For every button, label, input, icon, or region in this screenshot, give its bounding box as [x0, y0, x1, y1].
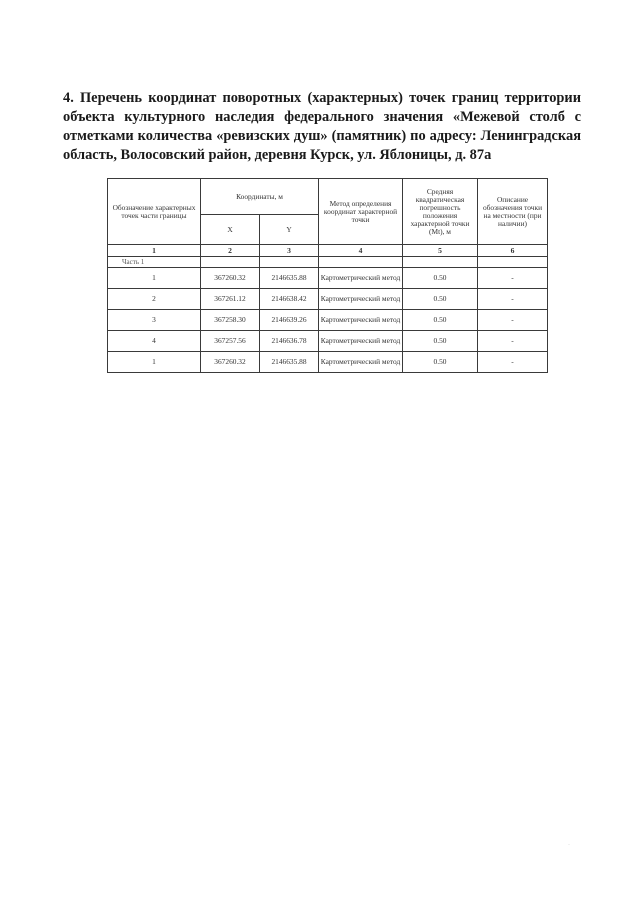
point-cell: 3 — [108, 310, 201, 331]
x-cell: 367260.32 — [201, 268, 260, 289]
column-number: 2 — [201, 245, 260, 257]
y-cell: 2146635.88 — [260, 268, 319, 289]
y-cell: 2146636.78 — [260, 331, 319, 352]
column-number-row — [108, 245, 548, 257]
y-cell: 2146639.26 — [260, 310, 319, 331]
error-cell: 0.50 — [403, 310, 478, 331]
description-cell: - — [478, 331, 548, 352]
table-row — [108, 310, 548, 331]
description-cell: - — [478, 352, 548, 373]
x-cell: 367260.32 — [201, 352, 260, 373]
x-cell: 367257.56 — [201, 331, 260, 352]
part-label: Часть 1 — [108, 257, 201, 268]
coordinates-table — [107, 178, 548, 373]
error-cell: 0.50 — [403, 352, 478, 373]
y-cell: 2146635.88 — [260, 352, 319, 373]
header-designation: Обозначение характерных точек части границы — [108, 179, 201, 245]
method-cell: Картометрический метод — [319, 268, 403, 289]
method-cell: Картометрический метод — [319, 310, 403, 331]
header-y: Y — [260, 215, 319, 245]
document-heading: 4. Перечень координат поворотных (характерных) точек границ территории объекта культурного наследия федерального значения «Межевой столб с отметками количества «ревизских душ» (памятник) по адресу: Ленинградская область, Волосовский район, деревня Курск, ул. Яблоницы, д. 87а — [63, 90, 581, 163]
empty-cell — [201, 257, 260, 268]
table-row — [108, 352, 548, 373]
column-number: 5 — [403, 245, 478, 257]
x-cell: 367258.30 — [201, 310, 260, 331]
method-cell: Картометрический метод — [319, 289, 403, 310]
error-cell: 0.50 — [403, 268, 478, 289]
header-x: X — [201, 215, 260, 245]
y-cell: 2146638.42 — [260, 289, 319, 310]
error-cell: 0.50 — [403, 331, 478, 352]
method-cell: Картометрический метод — [319, 352, 403, 373]
method-cell: Картометрический метод — [319, 331, 403, 352]
column-number: 3 — [260, 245, 319, 257]
table-row — [108, 268, 548, 289]
x-cell: 367261.12 — [201, 289, 260, 310]
column-number: 4 — [319, 245, 403, 257]
header-coordinates: Координаты, м — [201, 179, 319, 215]
description-cell: - — [478, 268, 548, 289]
empty-cell — [403, 257, 478, 268]
column-number: 1 — [108, 245, 201, 257]
table-header-row — [108, 179, 548, 215]
part-row — [108, 257, 548, 268]
point-cell: 2 — [108, 289, 201, 310]
empty-cell — [319, 257, 403, 268]
description-cell: - — [478, 310, 548, 331]
scan-speck: · — [568, 842, 570, 848]
description-cell: - — [478, 289, 548, 310]
column-number: 6 — [478, 245, 548, 257]
point-cell: 1 — [108, 268, 201, 289]
header-error: Средняя квадратическая погрешность положения характерной точки (Mt), м — [403, 179, 478, 245]
empty-cell — [478, 257, 548, 268]
header-method: Метод определения координат характерной точки — [319, 179, 403, 245]
table-row — [108, 289, 548, 310]
point-cell: 1 — [108, 352, 201, 373]
error-cell: 0.50 — [403, 289, 478, 310]
empty-cell — [260, 257, 319, 268]
header-description: Описание обозначения точки на местности (при наличии) — [478, 179, 548, 245]
point-cell: 4 — [108, 331, 201, 352]
table-row — [108, 331, 548, 352]
